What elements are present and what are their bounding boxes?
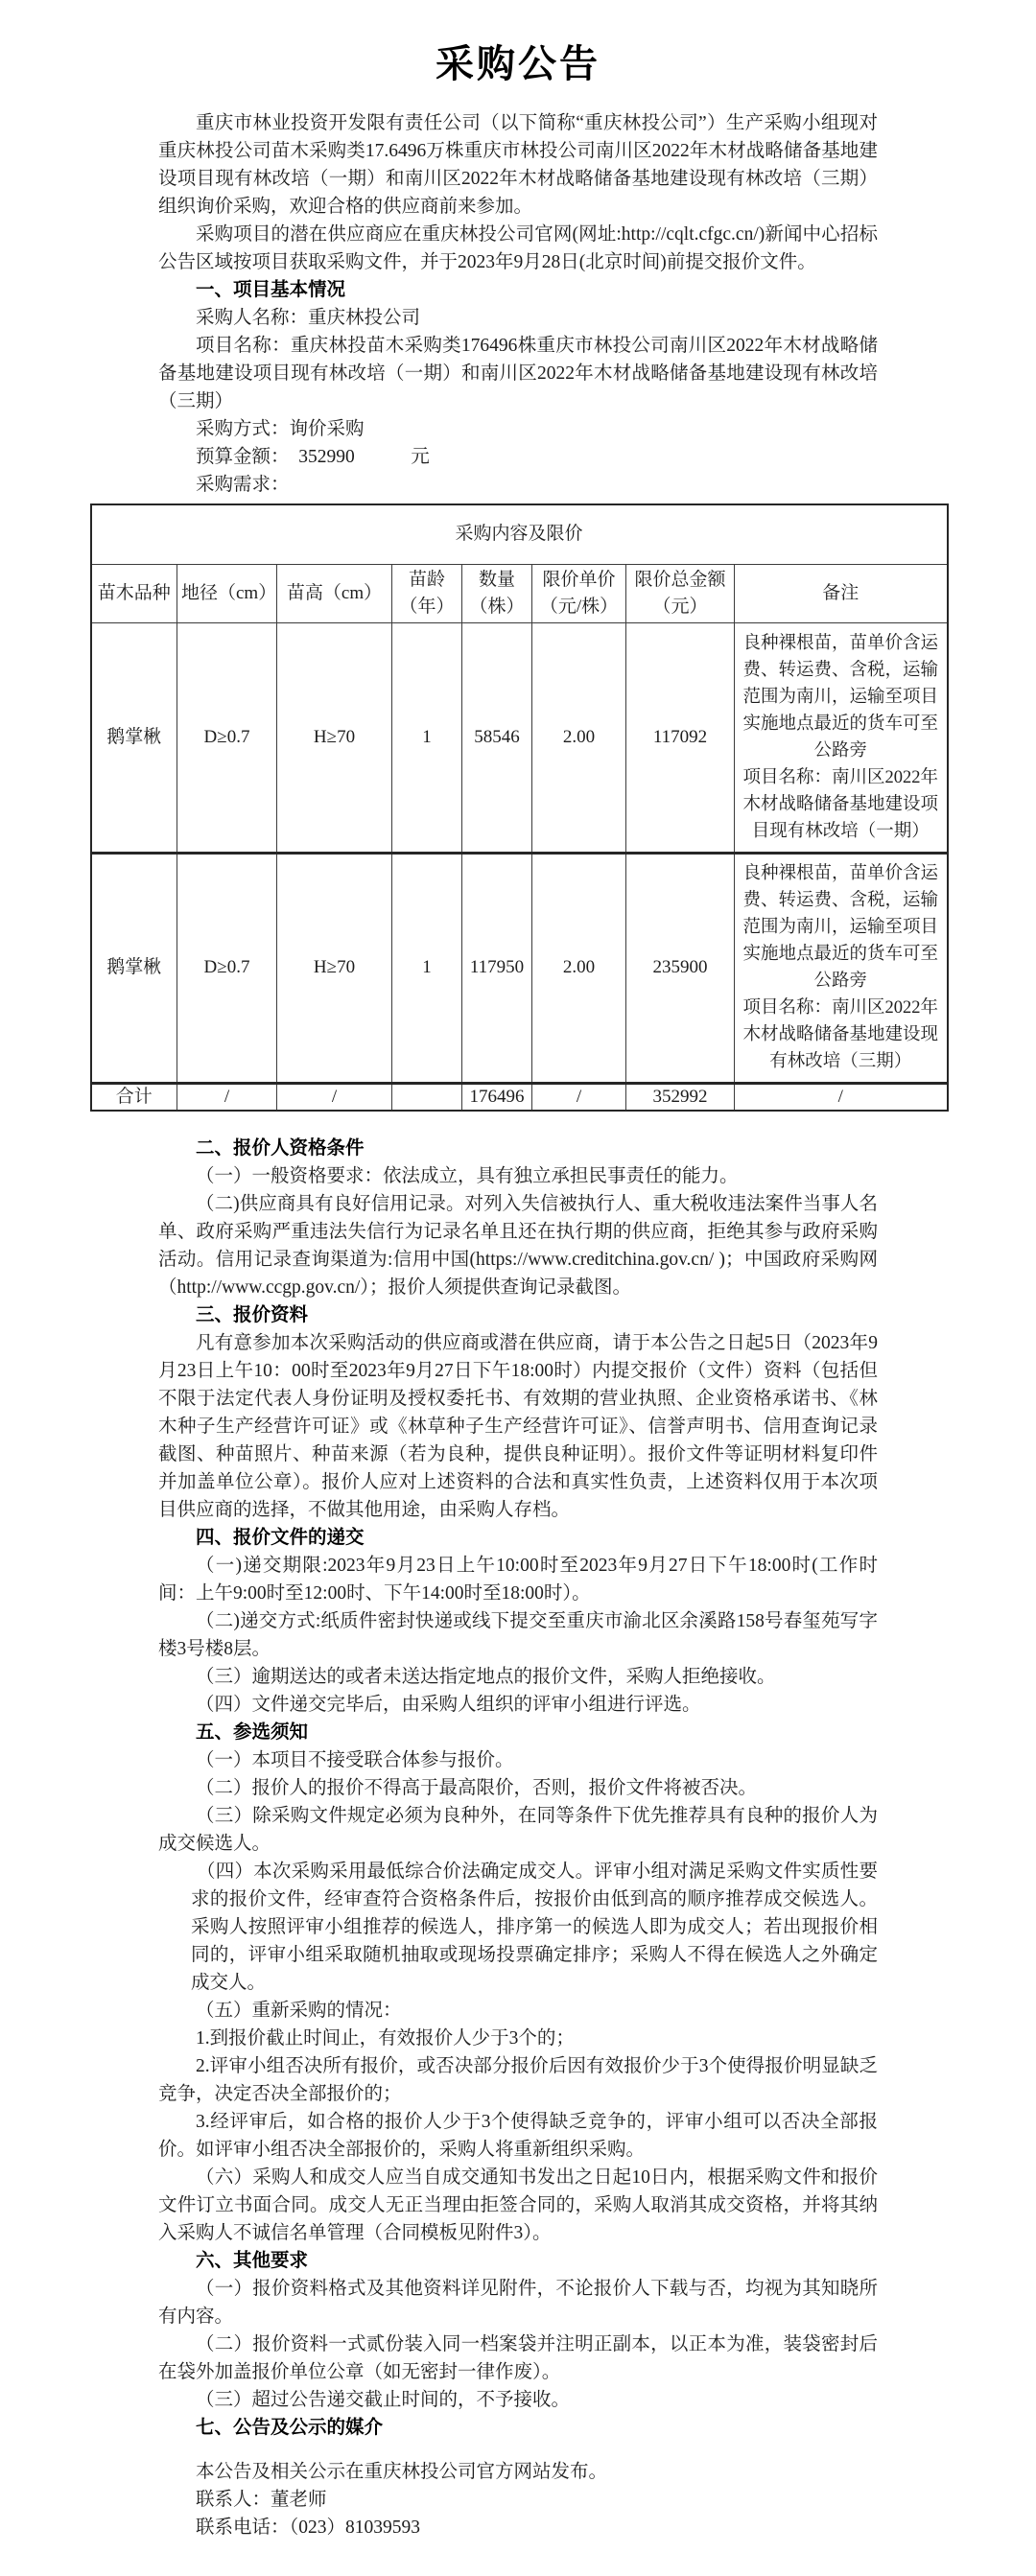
quantity-cell: 117950: [462, 853, 532, 1083]
section3-heading: 三、报价资料: [196, 1304, 309, 1325]
total-label-cell: 合计: [91, 1083, 177, 1111]
total-price-sum-cell: 352992: [626, 1083, 735, 1111]
column-header-species-label: 苗木品种: [97, 582, 171, 603]
section6-item2: （二）报价资料一式贰份装入同一档案袋并注明正副本，以正本为准，装袋密封后在袋外加盖报价单位公章（如无密封一律作废）。: [158, 2333, 878, 2382]
buyer-name-line: 采购人名称：重庆林投公司: [196, 308, 421, 328]
section5-item5: （五）重新采购的情况：: [196, 2000, 402, 2021]
total-price-cell: 117092: [626, 622, 735, 853]
remark-project-text: 项目名称：南川区2022年木材战略储备基地建设项目现有林改培（一期）: [742, 767, 939, 841]
page-title: 采购公告: [436, 42, 600, 85]
section5-sub3: 3.经评审后，如合格的报价人少于3个使得缺乏竞争的，评审小组可以否决全部报价。如评审小组否决全部报价的，采购人将重新组织采购。: [158, 2111, 878, 2160]
section5-item6: （六）采购人和成交人应当自成交通知书发出之日起10日内，根据采购文件和报价文件订立书面合同。成交人无正当理由拒签合同的，采购人取消其成交资格，并将其纳入采购人不诚信名单管理（合同模板见附件3）。: [158, 2166, 878, 2243]
table-total-row: [91, 1083, 948, 1111]
budget-line: 预算金额： 352990 元: [196, 447, 430, 467]
column-header-age: [392, 564, 462, 622]
column-header-quantity-sub: （株）: [469, 596, 525, 617]
table-row-1: [91, 622, 948, 853]
section5-item1: （一）本项目不接受联合体参与报价。: [196, 1749, 514, 1770]
section5-item3: （三）除采购文件规定必须为良种外，在同等条件下优先推荐具有良种的报价人为成交候选人。: [158, 1805, 878, 1854]
section3-body: 凡有意参加本次采购活动的供应商或潜在供应商，请于本公告之日起5日（2023年9月23日上午10：00时至2023年9月27日下午18:00时）内提交报价（文件）资料（包括但不限于法定代表人身份证明及授权委托书、有效期的营业执照、企业资格承诺书、《林木种子生产经营许可证》或《林草种子生产经营许可证》、信誉声明书、信用查询记录截图、种苗照片、种苗来源（若为良种，提供良种证明）。报价文件等证明材料复印件并加盖单位公章）。报价人应对上述资料的合法和真实性负责，上述资料仅用于本次项目供应商的选择，不做其他用途，由采购人存档。: [158, 1332, 878, 1520]
total-unit-price-cell: /: [532, 1083, 626, 1111]
section5-item2: （二）报价人的报价不得高于最高限价，否则，报价文件将被否决。: [196, 1777, 758, 1798]
section5-heading: 五、参选须知: [196, 1721, 309, 1743]
remark-cell: [735, 622, 948, 853]
terms-sections: [158, 1135, 878, 2541]
total-quantity-cell: 176496: [462, 1083, 532, 1111]
publication-notice-line: 本公告及相关公示在重庆林投公司官方网站发布。: [196, 2461, 608, 2482]
section4-heading: 四、报价文件的递交: [196, 1527, 365, 1548]
section5-sub2: 2.评审小组否决所有报价，或否决部分报价后因有效报价少于3个使得报价明显缺乏竞争，决定否决全部报价的；: [158, 2055, 878, 2104]
column-header-unit-price: [532, 564, 626, 622]
height-cell: H≥70: [277, 622, 392, 853]
section5-item4: （四）本次采购采用最低综合价法确定成交人。评审小组对满足采购文件实质性要求的报价文件，经审查符合资格条件后，按报价由低到高的顺序推荐成交候选人。采购人按照评审小组推荐的候选人，排序第一的候选人即为成交人；若出现报价相同的，评审小组采取随机抽取或现场投票确定排序；采购人不得在候选人之外确定成交人。: [191, 1861, 878, 1993]
section7-heading: 七、公告及公示的媒介: [196, 2417, 384, 2438]
height-cell: H≥70: [277, 853, 392, 1083]
procurement-table: [90, 503, 949, 1112]
remark-spec-text: 良种裸根苗，苗单价含运费、转运费、含税，运输范围为南川，运输至项目实施地点最近的货车可至公路旁: [742, 633, 939, 761]
section4-item4: （四）文件递交完毕后，由采购人组织的评审小组进行评选。: [196, 1694, 701, 1715]
column-header-diameter: [177, 564, 277, 622]
total-diameter-cell: /: [177, 1083, 277, 1111]
section2-heading: 二、报价人资格条件: [196, 1137, 365, 1159]
column-header-unit-price-sub: （元/株）: [539, 596, 619, 617]
quantity-cell: 58546: [462, 622, 532, 853]
contact-phone-line: 联系电话：（023）81039593: [196, 2517, 421, 2538]
section6-item1: （一）报价资料格式及其他资料详见附件，不论报价人下载与否，均视为其知晓所有内容。: [158, 2278, 878, 2327]
species-cell: 鹅掌楸: [91, 853, 177, 1083]
section2-item1: （一）一般资格要求：依法成立，具有独立承担民事责任的能力。: [196, 1165, 739, 1186]
contact-name-line: 联系人：董老师: [196, 2489, 327, 2510]
table-caption-row: [91, 504, 948, 564]
column-header-age-label: 苗龄: [408, 569, 445, 590]
column-header-remark: [735, 564, 948, 622]
column-header-quantity: [462, 564, 532, 622]
section4-item3: （三）逾期送达的或者未送达指定地点的报价文件，采购人拒绝接收。: [196, 1666, 776, 1687]
table-header-row: [91, 564, 948, 622]
column-header-height: [277, 564, 392, 622]
table-row-2: [91, 853, 948, 1083]
remark-cell: [735, 853, 948, 1083]
table-caption: 采购内容及限价: [91, 504, 948, 564]
column-header-quantity-label: 数量: [478, 569, 515, 590]
section5-sub1: 1.到报价截止时间止，有效报价人少于3个的；: [196, 2027, 575, 2049]
column-header-total-price: [626, 564, 735, 622]
total-price-cell: 235900: [626, 853, 735, 1083]
species-cell: 鹅掌楸: [91, 622, 177, 853]
diameter-cell: D≥0.7: [177, 853, 277, 1083]
column-header-unit-price-label: 限价单价: [542, 569, 616, 590]
remark-spec-text: 良种裸根苗，苗单价含运费、转运费、含税，运输范围为南川，运输至项目实施地点最近的货车可至公路旁: [742, 864, 939, 991]
column-header-remark-label: 备注: [822, 582, 859, 603]
total-height-cell: /: [277, 1083, 392, 1111]
section4-item1: （一)递交期限:2023年9月23日上午10:00时至2023年9月27日下午18:00时(工作时间：上午9:00时至12:00时、下午14:00时至18:00时）。: [158, 1555, 878, 1604]
section2-item2: （二)供应商具有良好信用记录。对列入失信被执行人、重大税收违法案件当事人名单、政府采购严重违法失信行为记录名单且还在执行期的供应商，拒绝其参与政府采购活动。信用记录查询渠道为:信用中国(https://www.creditchina.gov.cn/ )；中国政府采购网（http://www.ccgp.gov.cn/）；报价人须提供查询记录截图。: [158, 1193, 878, 1298]
column-header-height-label: 苗高（cm）: [286, 582, 383, 603]
intro-and-project-info: [158, 109, 878, 499]
column-header-diameter-label: 地径（cm）: [181, 582, 277, 603]
project-name-line: 项目名称：重庆林投苗木采购类176496株重庆市林投公司南川区2022年木材战略储备基地建设项目现有林改培（一期）和南川区2022年木材战略储备基地建设现有林改培（三期）: [158, 336, 878, 411]
section6-heading: 六、其他要求: [196, 2250, 309, 2271]
section6-item3: （三）超过公告递交截止时间的，不予接收。: [196, 2389, 571, 2410]
procurement-method-line: 采购方式：询价采购: [196, 419, 365, 439]
column-header-species: [91, 564, 177, 622]
remark-project-text: 项目名称：南川区2022年木材战略储备基地建设现有林改培（三期）: [742, 998, 939, 1071]
intro-paragraph-1: 重庆市林业投资开发限有责任公司（以下简称“重庆林投公司”）生产采购小组现对重庆林投公司苗木采购类17.6496万株重庆市林投公司南川区2022年木材战略储备基地建设项目现有林改培（一期）和南川区2022年木材战略储备基地建设现有林改培（三期）组织询价采购，欢迎合格的供应商前来参加。: [158, 113, 878, 217]
section1-heading: 一、项目基本情况: [196, 280, 346, 300]
age-cell: 1: [392, 853, 462, 1083]
unit-price-cell: 2.00: [532, 853, 626, 1083]
total-age-cell: [392, 1083, 462, 1111]
section4-item2: （二)递交方式:纸质件密封快递或线下提交至重庆市渝北区余溪路158号春玺苑写字楼3号楼8层。: [158, 1610, 878, 1659]
procurement-table-wrapper: [90, 503, 947, 1112]
unit-price-cell: 2.00: [532, 622, 626, 853]
column-header-total-price-sub: （元）: [652, 596, 708, 617]
intro-paragraph-2: 采购项目的潜在供应商应在重庆林投公司官网(网址:http://cqlt.cfgc.cn/)新闻中心招标公告区域按项目获取采购文件，并于2023年9月28日(北京时间)前提交报价文件。: [158, 224, 878, 272]
column-header-age-sub: （年）: [399, 596, 455, 617]
age-cell: 1: [392, 622, 462, 853]
diameter-cell: D≥0.7: [177, 622, 277, 853]
column-header-total-price-label: 限价总金额: [634, 569, 726, 590]
total-remark-cell: /: [735, 1083, 948, 1111]
demand-line: 采购需求：: [196, 475, 290, 495]
